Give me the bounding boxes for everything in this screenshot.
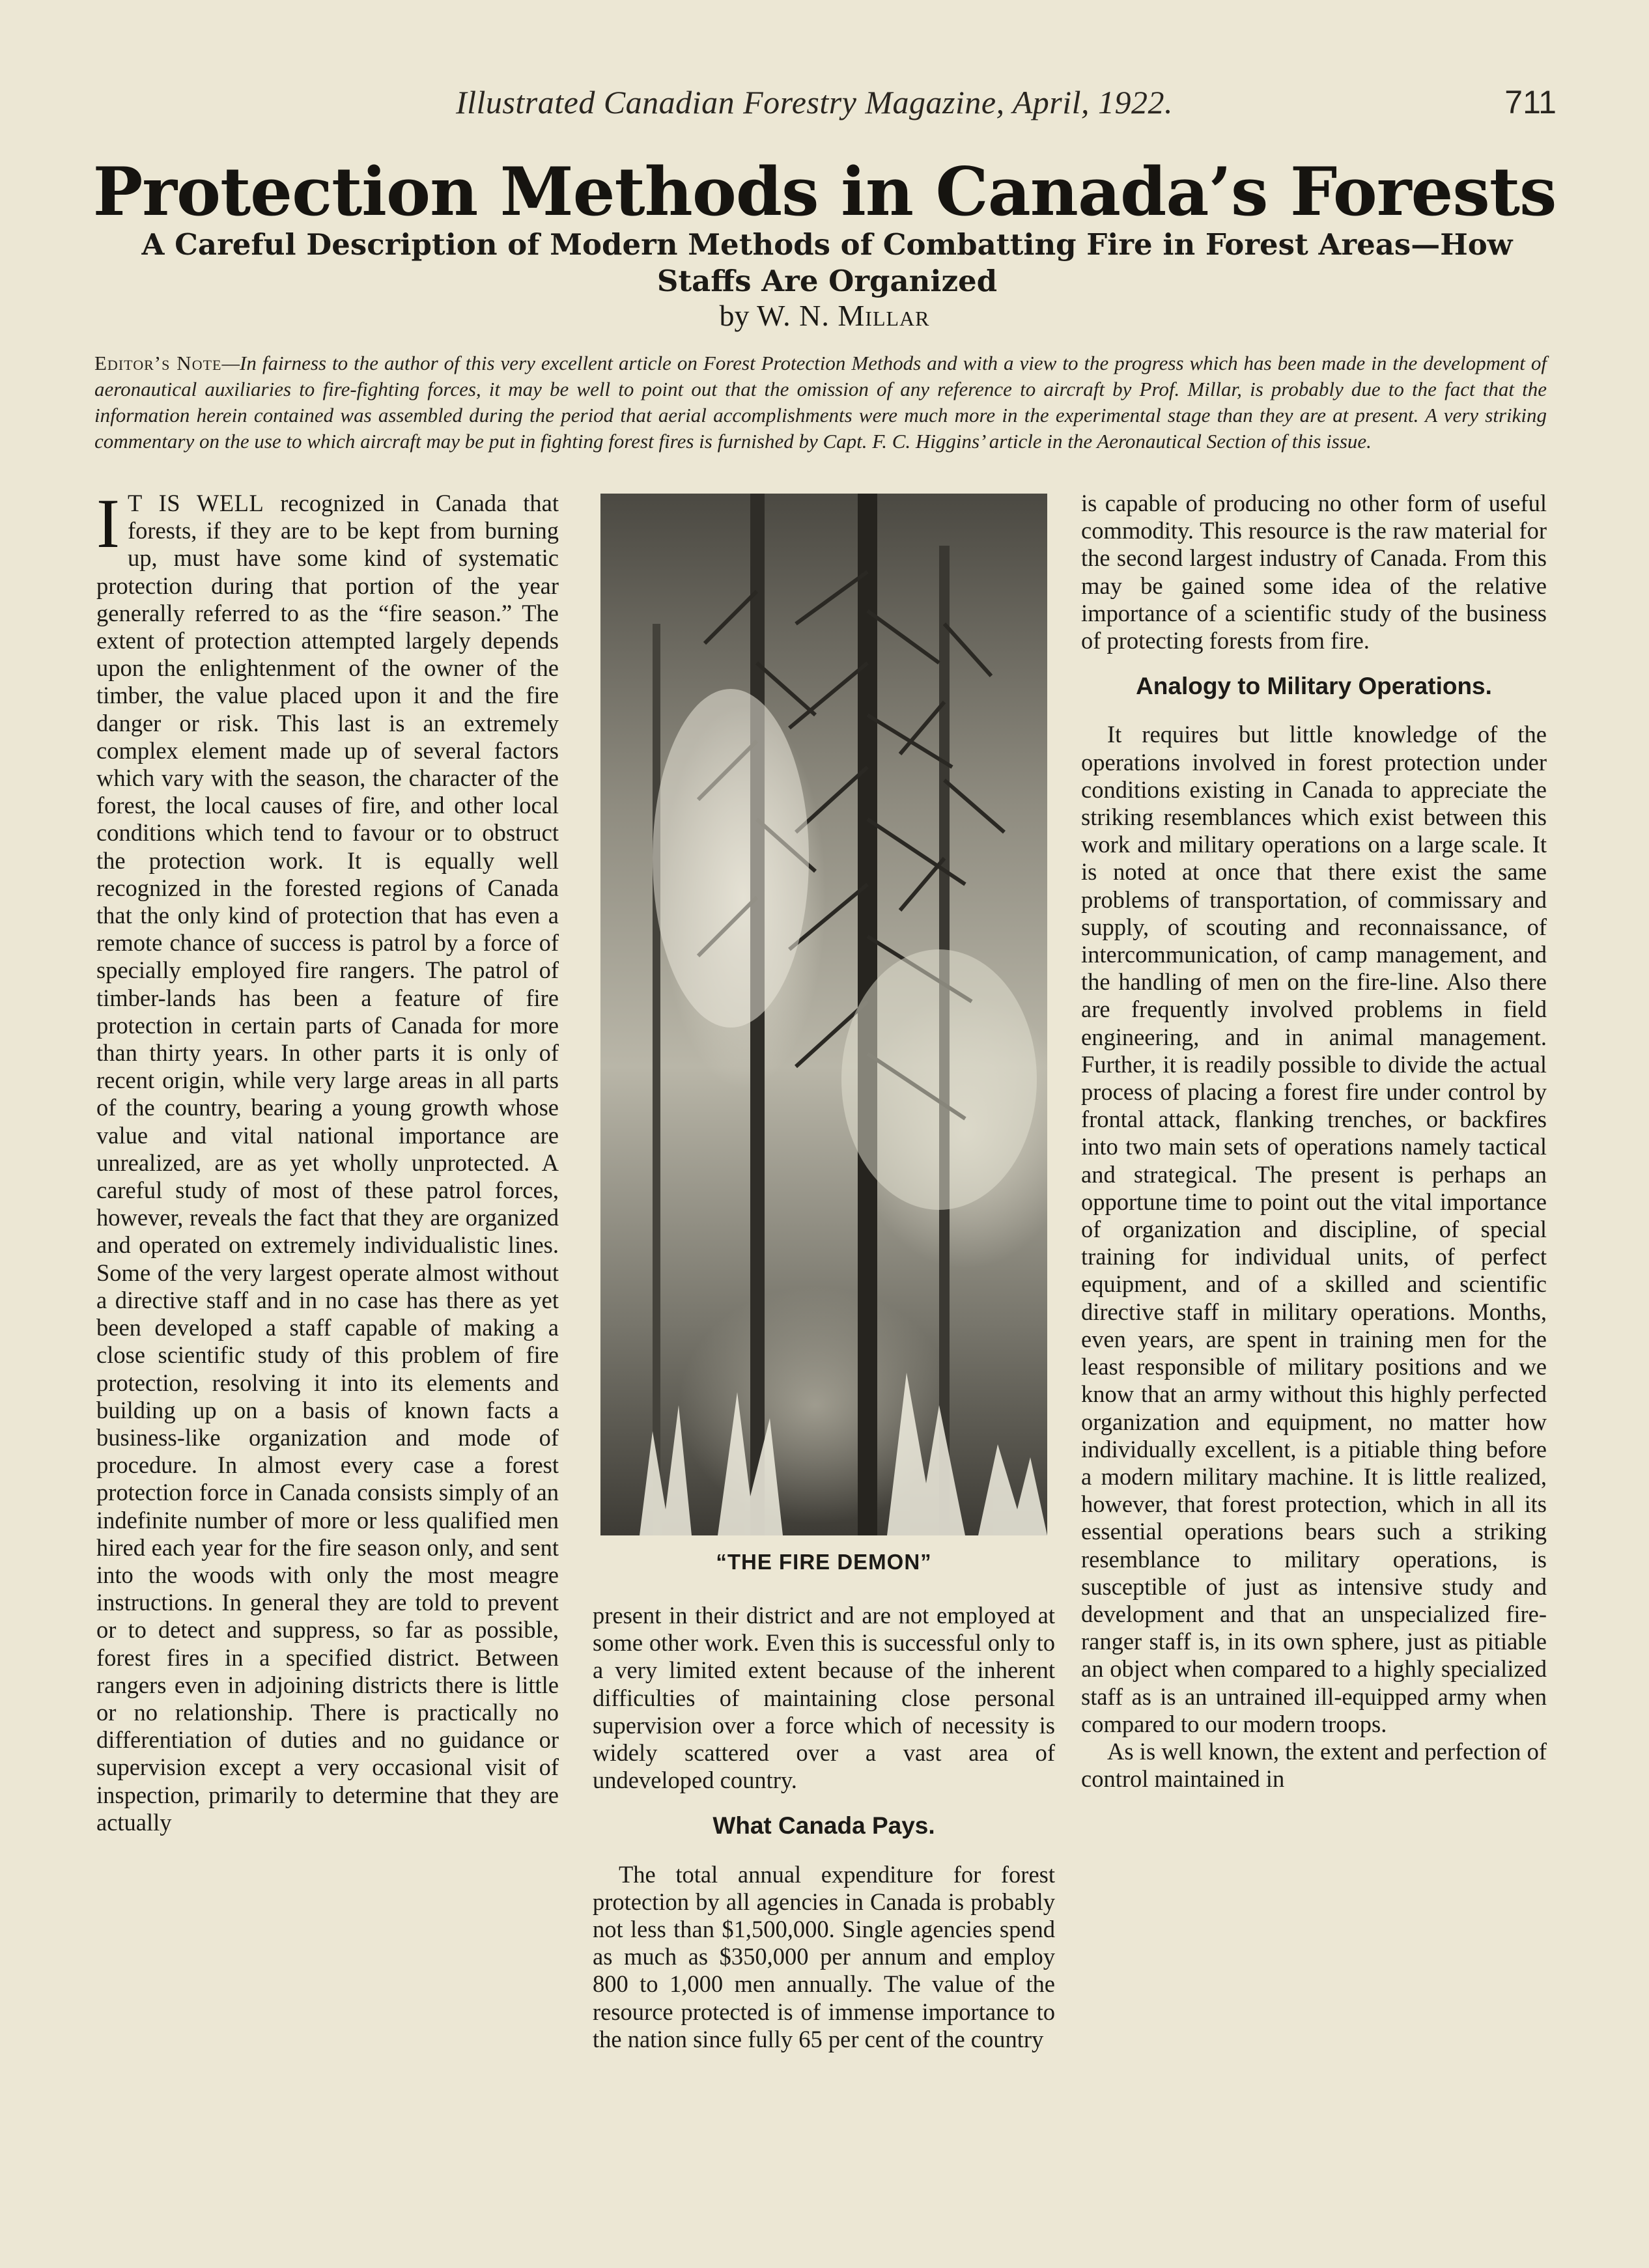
- byline: [0, 298, 1649, 333]
- editors-note: [94, 350, 1547, 455]
- column-2-paragraph-2: The total annual expenditure for forest protection by all agencies in Canada is probably not less than $1,500,000. Single agencies spend as much as $350,000 per annum and employ 800 to 1,000 men annually. The value of the resource protected is of immense importance to the nation since fully 65 per cent of the country: [593, 1860, 1055, 2052]
- byline-prefix: by: [719, 299, 757, 332]
- column-3: [1081, 490, 1547, 1793]
- fire-demon-photo: [600, 494, 1047, 1535]
- column-3-paragraph-1: is capable of producing no other form of useful commodity. This resource is the raw material for the second largest industry of Canada. From this may be gained some idea of the relative importance of a scientific study of the business of protecting forests from fire.: [1081, 490, 1547, 654]
- section-heading-what-canada-pays: What Canada Pays.: [712, 1812, 935, 1840]
- section-heading-analogy: Analogy to Military Operations.: [1136, 673, 1492, 700]
- lead-in: T IS WELL: [127, 490, 264, 516]
- page-number: 711: [1504, 84, 1557, 120]
- column-2: [593, 1602, 1055, 2053]
- drop-cap: I: [96, 485, 120, 563]
- column-2-paragraph-1: present in their district and are not employed at some other work. Even this is successful only to a very limited extent because of the inherent difficulties of maintaining close personal supervision over a force which of necessity is widely scattered over a vast area of undeveloped country.: [593, 1602, 1055, 1794]
- editors-note-label: Editor’s Note: [94, 352, 222, 374]
- column-1: [96, 485, 559, 1836]
- column-3-paragraph-3: As is well known, the extent and perfection of control maintained in: [1081, 1737, 1547, 1793]
- smoke: [841, 949, 1037, 1210]
- tree-trunk: [653, 624, 660, 1535]
- running-head: Illustrated Canadian Forestry Magazine, April, 1922.: [456, 84, 1173, 120]
- column-1-text: recognized in Canada that forests, if they are to be kept from burning up, must have some kind of systematic protection during that portion of the year generally referred to as the “fire season.” The extent of protection attempted largely depends upon the enlightenment of the owner of the timber, the value placed upon it and the fire danger or risk. This last is an extremely complex element made up of several factors which vary with the season, the character of the forest, the local causes of fire, and other local conditions which tend to favour or to obstruct the protection work. It is equally well recognized in the forested regions of Canada that the only kind of protection that has even a remote chance of success is patrol by a force of specially employed fire rangers. The patrol of timber-lands has been a feature of fire protection in certain parts of Canada for more than thirty years. In other parts it is only of recent origin, while very large areas in all parts of the country, bearing a young growth whose value and vital national importance are unrealized, are as yet wholly unprotected. A careful study of most of these patrol forces, however, reveals the fact that they are organized and operated on extremely individualistic lines. Some of the very largest operate almost without a directive staff and in no case has there as yet been developed a staff capable of making a close scientific study of this problem of fire protection, resolving it into its elements and building up on a basis of known facts a business-like organization and mode of procedure. In almost every case a forest protection force in Canada consists simply of an indefinite number of more or less qualified men hired each year for the fire season only, and sent into the woods with only the most meagre instructions. In general they are told to prevent or to detect and suppress, so far as possible, forest fires in a specified district. Between rangers even in adjoining districts there is little or no relationship. There is practically no differentiation of duties and no guidance or supervision except a very occasional visit of inspection, primarily to determine that they are actually: [96, 490, 559, 1836]
- smoke: [653, 689, 809, 1028]
- forest-fire-illustration: [600, 494, 1047, 1535]
- article-subtitle: A Careful Description of Modern Methods of Combatting Fire in Forest Areas—How Staffs Are Organized: [141, 227, 1513, 298]
- column-3-paragraph-2: It requires but little knowledge of the operations involved in forest protection under conditions existing in Canada to appreciate the striking resemblances which exist between this work and military operations on a large scale. It is noted at once that there exist the same problems of transportation, of commissary and supply, of scouting and reconnaissance, of intercommunication, of camp management, and the handling of men on the fire-line. Also there are frequently involved problems in field engineering, and in animal management. Further, it is readily possible to divide the actual process of placing a forest fire under control by frontal attack, flanking trenches, or backfires into two main sets of operations namely tactical and strategical. The present is perhaps an opportune time to point out the vital importance of organization and discipline, of special training for individual units, of perfect equipment, and of a skilled and scientific directive staff in military operations. Months, even years, are spent in training men for the least responsible of military positions and we know that an army without this highly perfected organization and equipment, no matter how individually excellent, is a pitiable thing before a modern military machine. It is little realized, however, that forest protection, which in all its essential operations bears such a striking resemblance to military operations, is susceptible of just as intensive study and development and that an unspecialized fire-ranger staff is, in its own sphere, just as pitiable an object when compared to a highly specialized staff as is an untrained ill-equipped army when compared to our modern troops.: [1081, 721, 1547, 1737]
- photo-caption: “THE FIRE DEMON”: [716, 1550, 932, 1574]
- author-name: W. N. Millar: [756, 299, 930, 332]
- column-1-paragraph: [96, 485, 559, 1836]
- article-title: Protection Methods in Canada’s Forests: [92, 153, 1557, 231]
- editors-note-text: —In fairness to the author of this very excellent article on Forest Protection Methods and with a view to the progress which has been made in the development of aeronautical auxiliaries to fire-fighting forces, it may be well to point out that the omission of any reference to aircraft by Prof. Millar, is probably due to the fact that the information herein contained was assembled during the period that aerial accomplishments were much more in the experimental stage than they are at present. A very striking commentary on the use to which aircraft may be put in fighting forest fires is furnished by Capt. F. C. Higgins’ article in the Aeronautical Section of this issue.: [94, 352, 1547, 453]
- flames: [640, 1373, 1047, 1535]
